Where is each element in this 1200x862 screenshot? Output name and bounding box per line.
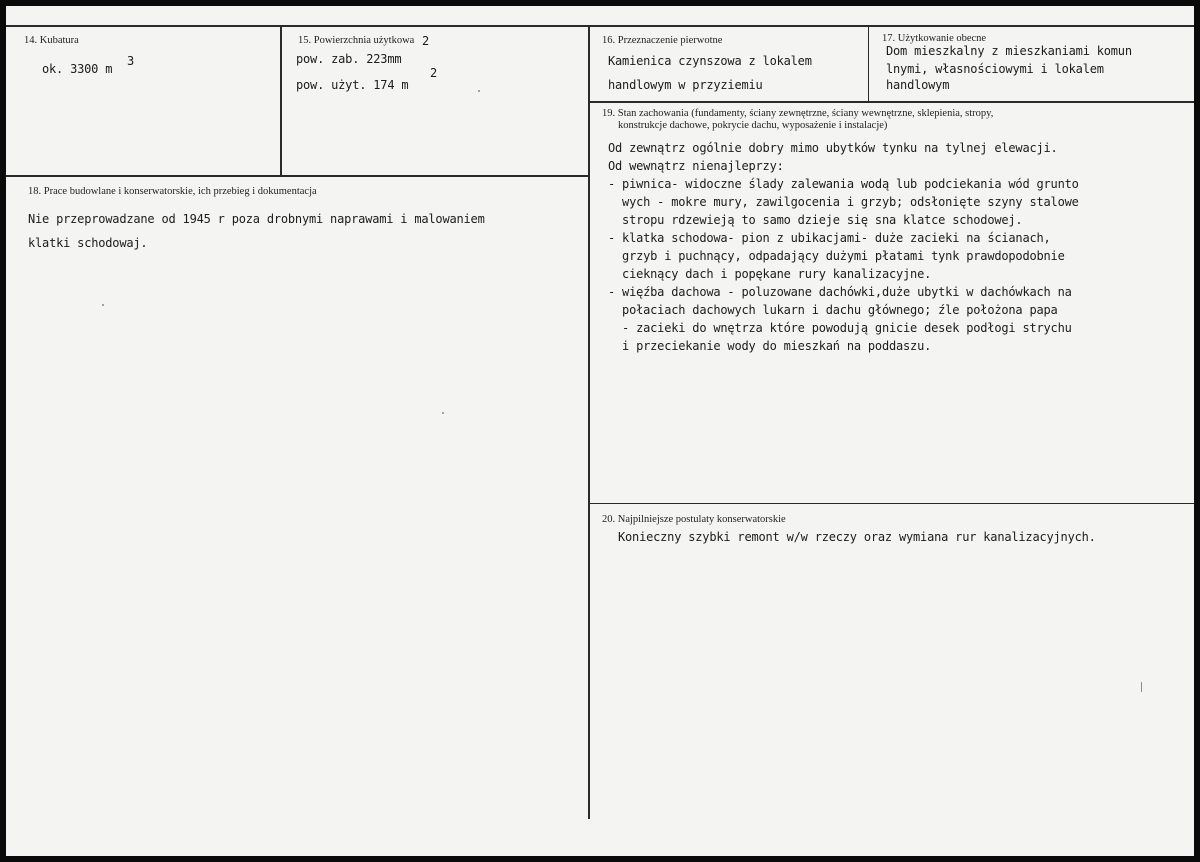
field-14-label: 14. Kubatura — [24, 35, 79, 46]
field-16-line2: handlowym w przyziemiu — [608, 78, 763, 92]
field-15-line1: pow. zab. 223mm — [296, 52, 402, 66]
field-14-value: ok. 3300 m — [42, 62, 113, 76]
field-18-line2: klatki schodowaj. — [28, 236, 148, 250]
field-19-line: wych - mokre mury, zawilgocenia i grzyb; odsłonięte szyny stalowe — [608, 195, 1079, 209]
field-15-line2-superscript: 2 — [430, 66, 438, 80]
field-19-line: Od zewnątrz ogólnie dobry mimo ubytków tynku na tylnej elewacji. — [608, 141, 1058, 155]
field-20-line1: Konieczny szybki remont w/w rzeczy oraz wymiana rur kanalizacyjnych. — [618, 530, 1096, 544]
scan-speck — [442, 412, 444, 414]
field-19-line: - więźba dachowa - poluzowane dachówki,duże ubytki w dachówkach na — [608, 285, 1072, 299]
rule-14-15-bottom — [6, 175, 588, 177]
field-19-label-line1: 19. Stan zachowania (fundamenty, ściany zewnętrzne, ściany wewnętrzne, sklepienia, stropy, — [602, 108, 994, 119]
field-19-line: grzyb i puchnący, odpadający dużymi płatami tynk prawdopodobnie — [608, 249, 1065, 263]
field-17-line2: lnymi, własnościowymi i lokalem — [886, 62, 1104, 76]
scan-speck — [102, 304, 104, 306]
field-19-line: Od wewnątrz nienajleprzy: — [608, 159, 784, 173]
field-14-superscript: 3 — [127, 54, 135, 68]
field-19-line: - klatka schodowa- pion z ubikacjami- duże zacieki na ścianach, — [608, 231, 1051, 245]
field-19-line: - piwnica- widoczne ślady zalewania wodą lub podciekania wód grunto — [608, 177, 1079, 191]
field-18-line1: Nie przeprowadzane od 1945 r poza drobnymi naprawami i malowaniem — [28, 212, 485, 226]
field-16-line1: Kamienica czynszowa z lokalem — [608, 54, 812, 68]
field-20-label: 20. Najpilniejsze postulaty konserwatorskie — [602, 514, 786, 525]
field-19-line: cieknący dach i popękane rury kanalizacyjne. — [608, 267, 932, 281]
record-card — [6, 6, 1194, 856]
field-18-label: 18. Prace budowlane i konserwatorskie, ich przebieg i dokumentacja — [28, 186, 317, 197]
divider-main — [588, 25, 590, 819]
field-15-line2: pow. użyt. 174 m — [296, 78, 409, 92]
field-17-label: 17. Użytkowanie obecne — [882, 33, 987, 44]
rule-16-17-bottom — [588, 101, 1194, 103]
rule-19-bottom — [590, 503, 1194, 504]
field-19-line: - zacieki do wnętrza które powodują gnicie desek podłogi strychu — [608, 321, 1072, 335]
field-15-line1-superscript: 2 — [422, 34, 430, 48]
field-19-text — [608, 139, 1079, 355]
field-19-label-line2: konstrukcje dachowe, pokrycie dachu, wyposażenie i instalacje) — [618, 120, 888, 131]
divider-16-17 — [868, 25, 869, 103]
field-19-line: i przeciekanie wody do mieszkań na poddaszu. — [608, 339, 932, 353]
field-19-line: połaciach dachowych lukarn i dachu głównego; źle położona papa — [608, 303, 1058, 317]
top-rule — [6, 25, 1194, 27]
scan-speck — [1141, 682, 1142, 692]
field-17-line3: handlowym — [886, 78, 950, 92]
field-17-line1: Dom mieszkalny z mieszkaniami komun — [886, 44, 1132, 58]
field-15-label: 15. Powierzchnia użytkowa — [298, 35, 415, 46]
divider-14-15 — [280, 25, 282, 177]
field-16-label: 16. Przeznaczenie pierwotne — [602, 35, 723, 46]
scan-speck — [478, 90, 480, 92]
field-19-line: stropu rdzewieją to samo dzieje się sna klatce schodowej. — [608, 213, 1023, 227]
